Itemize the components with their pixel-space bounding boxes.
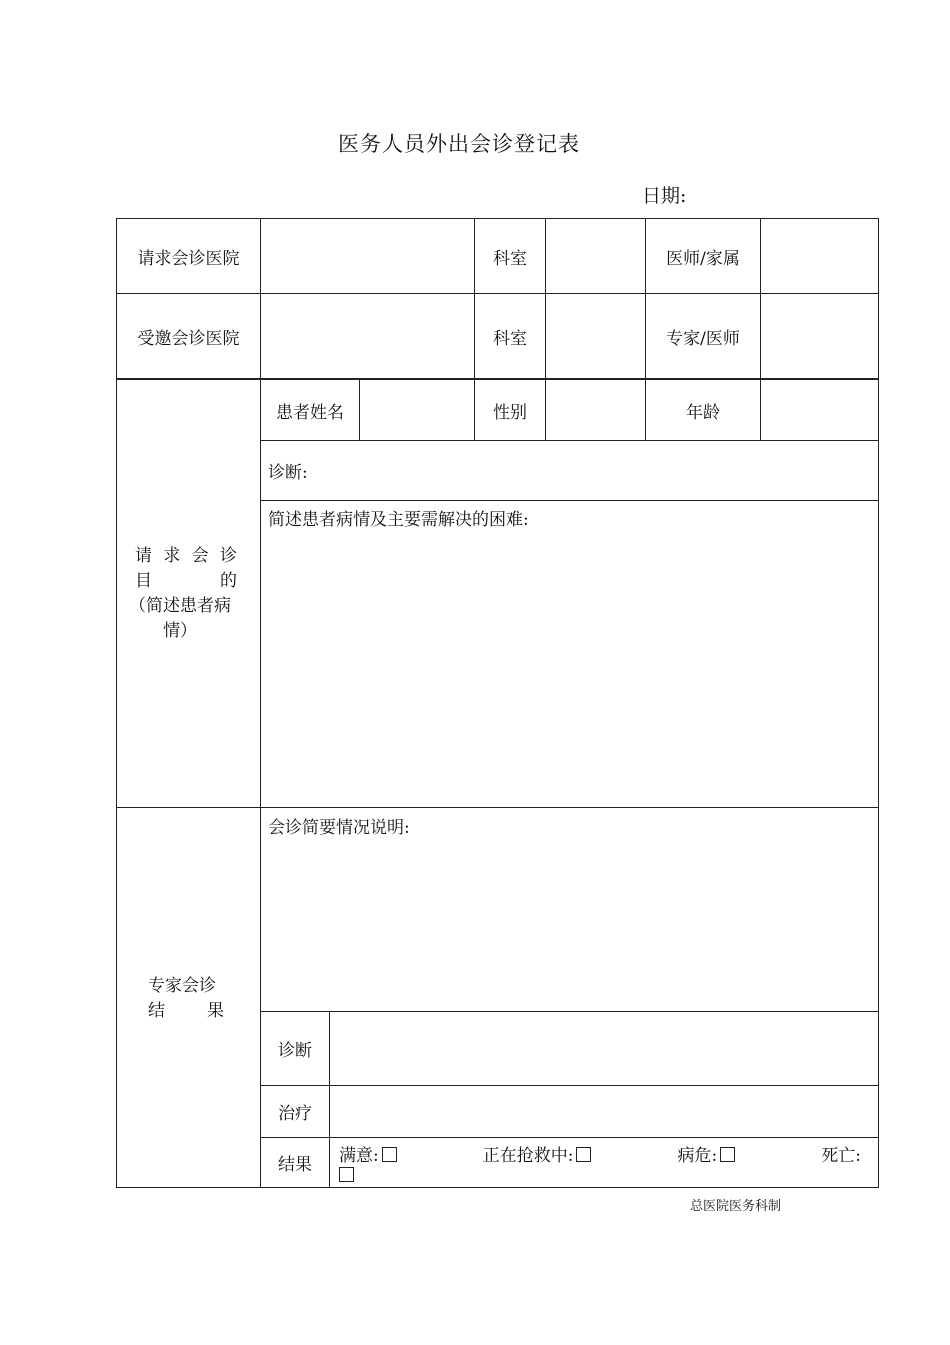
expert-doctor-label: 专家/医师 [666, 328, 740, 349]
option-critical[interactable] [678, 1141, 736, 1166]
option-satisfied[interactable] [339, 1141, 397, 1166]
expert-result-label [148, 974, 224, 1024]
treatment-field[interactable] [330, 1086, 878, 1137]
row-divider [116, 807, 879, 808]
purpose-note: （简述患者病 [129, 596, 231, 616]
purpose-char: 会 [191, 546, 209, 566]
age-field[interactable] [761, 380, 878, 440]
row-divider [260, 1137, 879, 1138]
result-diagnosis-field[interactable] [330, 1012, 878, 1085]
row-divider [260, 500, 879, 501]
invited-hospital-label: 受邀会诊医院 [137, 328, 240, 349]
expert-result-line1: 专家会诊 [148, 976, 216, 996]
gender-field[interactable] [546, 380, 645, 440]
invited-hospital-field[interactable] [261, 294, 474, 378]
expert-result-char: 果 [207, 1001, 224, 1021]
purpose-note-end: 情） [163, 621, 197, 641]
condition-summary-field[interactable] [261, 530, 878, 807]
form-title: 医务人员外出会诊登记表 [338, 132, 580, 156]
gender-label: 性别 [493, 402, 527, 423]
consult-purpose-label [129, 544, 237, 644]
outcome-label: 结果 [278, 1155, 312, 1175]
request-hospital-field[interactable] [261, 219, 474, 293]
invited-dept-field[interactable] [546, 294, 645, 378]
option-death-label: 死亡: [821, 1146, 861, 1166]
checkbox[interactable] [339, 1167, 354, 1182]
footer-note: 总医院医务科制 [690, 1199, 782, 1214]
table-border-bottom [116, 1187, 879, 1188]
purpose-char: 诊 [219, 546, 237, 566]
purpose-char: 的 [220, 571, 237, 591]
option-death[interactable] [821, 1141, 861, 1166]
patient-name-label: 患者姓名 [276, 402, 344, 423]
consult-brief-label: 会诊简要情况说明: [268, 818, 410, 838]
consult-brief-field[interactable] [261, 838, 878, 1010]
expert-result-char: 结 [148, 1001, 165, 1021]
condition-summary-label: 简述患者病情及主要需解决的困难: [268, 510, 529, 530]
doctor-family-field[interactable] [761, 219, 878, 293]
purpose-char: 目 [135, 571, 152, 591]
invited-dept-label: 科室 [493, 328, 527, 349]
request-hospital-label: 请求会诊医院 [137, 248, 240, 269]
request-dept-field[interactable] [546, 219, 645, 293]
checkbox[interactable] [720, 1147, 735, 1162]
treatment-label: 治疗 [278, 1104, 312, 1124]
age-label: 年龄 [686, 402, 720, 423]
checkbox[interactable] [382, 1147, 397, 1162]
checkbox[interactable] [576, 1147, 591, 1162]
option-rescuing-label: 正在抢救中: [482, 1146, 574, 1166]
purpose-char: 求 [163, 546, 181, 566]
result-diagnosis-label: 诊断 [278, 1041, 312, 1061]
expert-doctor-field[interactable] [761, 294, 878, 378]
option-critical-label: 病危: [677, 1146, 718, 1166]
doctor-family-label: 医师/家属 [666, 248, 740, 269]
option-satisfied-label: 满意: [339, 1146, 379, 1166]
table-border-right [878, 218, 879, 1188]
patient-name-field[interactable] [360, 380, 474, 440]
outcome-options [339, 1141, 861, 1186]
request-dept-label: 科室 [493, 248, 527, 269]
purpose-char: 请 [135, 546, 152, 566]
diagnosis-label: 诊断: [268, 463, 308, 483]
option-rescuing[interactable] [483, 1141, 592, 1166]
date-label: 日期: [642, 185, 687, 207]
